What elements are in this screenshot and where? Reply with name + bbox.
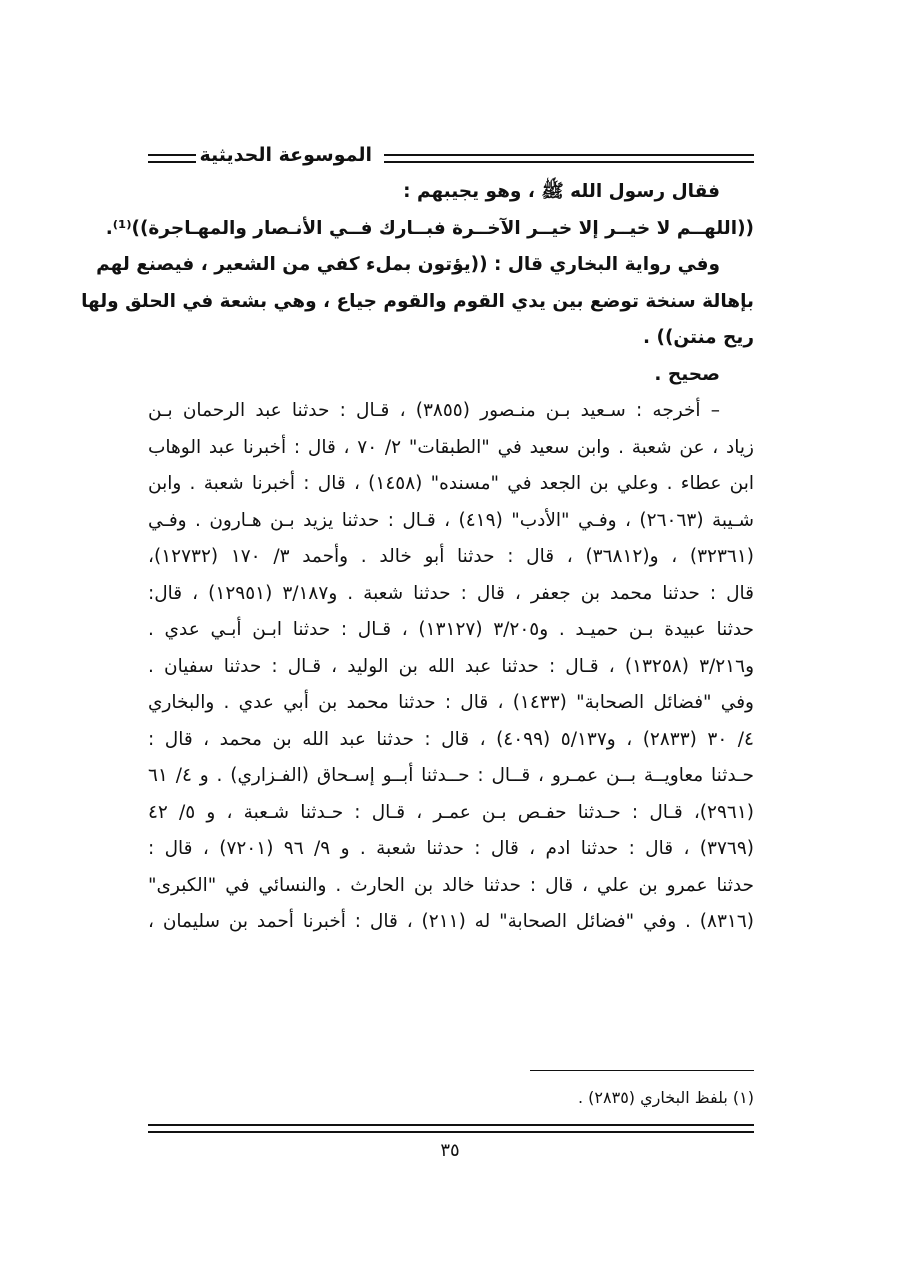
text-line: (٣٧٦٩) ، قال : حدثنا ادم ، قال : حدثنا شعبة . و ٩/ ٩٦ (٧٢٠١) ، قال : [148,838,754,859]
text-line: ٤/ ٣٠ (٢٨٣٣) ، و٥/١٣٧ (٤٠٩٩) ، قال : حدثنا عبد الله بن محمد ، قال : [148,728,754,750]
text-line: حدثنا عبيدة بـن حميـد . و٣/٢٠٥ (١٣١٢٧) ، قـال : حدثنا ابـن أبـي عدي . [148,619,754,640]
footer-rule [148,1124,754,1133]
running-header [148,140,754,172]
text-line: (٣٢٣٦١) ، و(٣٦٨١٢) ، قال : حدثنا أبو خالد . وأحمد ٣/ ١٧٠ (١٢٧٣٢)، [148,546,754,567]
text-line: – أخرجه : سـعيد بـن منـصور (٣٨٥٥) ، قـال : حدثنا عبد الرحمان بـن [148,400,721,421]
header-rule-left [148,154,196,163]
footnote-separator [530,1070,754,1071]
page-number: ٣٥ [440,1140,460,1161]
text-line: (٢٩٦١)، قـال : حـدثنا حفـص بـن عمـر ، قـال : حـدثنا شـعبة ، و ٥/ ٤٢ [148,801,754,823]
text-line: ابن عطاء . وعلي بن الجعد في "مسنده" (١٤٥٨) ، قال : أخبرنا شعبة . وابن [148,473,754,494]
text-line: و٣/٢١٦ (١٣٢٥٨) ، قـال : حدثنا عبد الله بن الوليد ، قـال : حدثنا سفيان . [148,655,754,677]
text-line: (٨٣١٦) . وفي "فضائل الصحابة" له (٢١١) ، قال : أخبرنا أحمد بن سليمان ، [148,911,754,932]
text-line: صحيح . [654,363,720,385]
text-line: وفي "فضائل الصحابة" (١٤٣٣) ، قال : حدثنا محمد بن أبي عدي . والبخاري [148,692,754,713]
body-text [81,174,754,941]
text-line: زياد ، عن شعبة . وابن سعيد في "الطبقات" ٢/ ٧٠ ، قال : أخبرنا عبد الوهاب [148,436,754,458]
text-line: بإهالة سنخة توضع بين يدي القوم والقوم جياع ، وهي بشعة في الحلق ولها [81,290,754,312]
text-line: حـدثنا معاويــة بــن عمـرو ، قــال : حــدثنا أبــو إسـحاق (الفـزاري) . و ٤/ ٦١ [148,765,754,786]
text-line: وفي رواية البخاري قال : ((يؤتون بملء كفي من الشعير ، فيصنع لهم [96,254,720,275]
header-rule-right [384,154,754,163]
text-line: شـيبة (٢٦٠٦٣) ، وفـي "الأدب" (٤١٩) ، قـال : حدثنا يزيد بـن هـارون . وفـي [148,509,754,531]
text-line: حدثنا عمرو بن علي ، قال : حدثنا خالد بن الحارث . والنسائي في "الكبرى" [148,874,754,896]
text-line: ريح منتن)) . [643,327,754,348]
text-line: ((اللهــم لا خيــر إلا خيــر الآخــرة فبــارك فــي الأنـصار والمهـاجرة))⁽¹⁾. [105,217,754,239]
text-line: قال : حدثنا محمد بن جعفر ، قال : حدثنا شعبة . و٣/١٨٧ (١٢٩٥١) ، قال: [148,582,754,604]
header-title: الموسوعة الحديثية [199,144,372,166]
footnote: (١) بلفظ البخاري (٢٨٣٥) . [577,1088,754,1107]
text-line: فقال رسول الله ﷺ ، وهو يجيبهم : [403,181,720,202]
